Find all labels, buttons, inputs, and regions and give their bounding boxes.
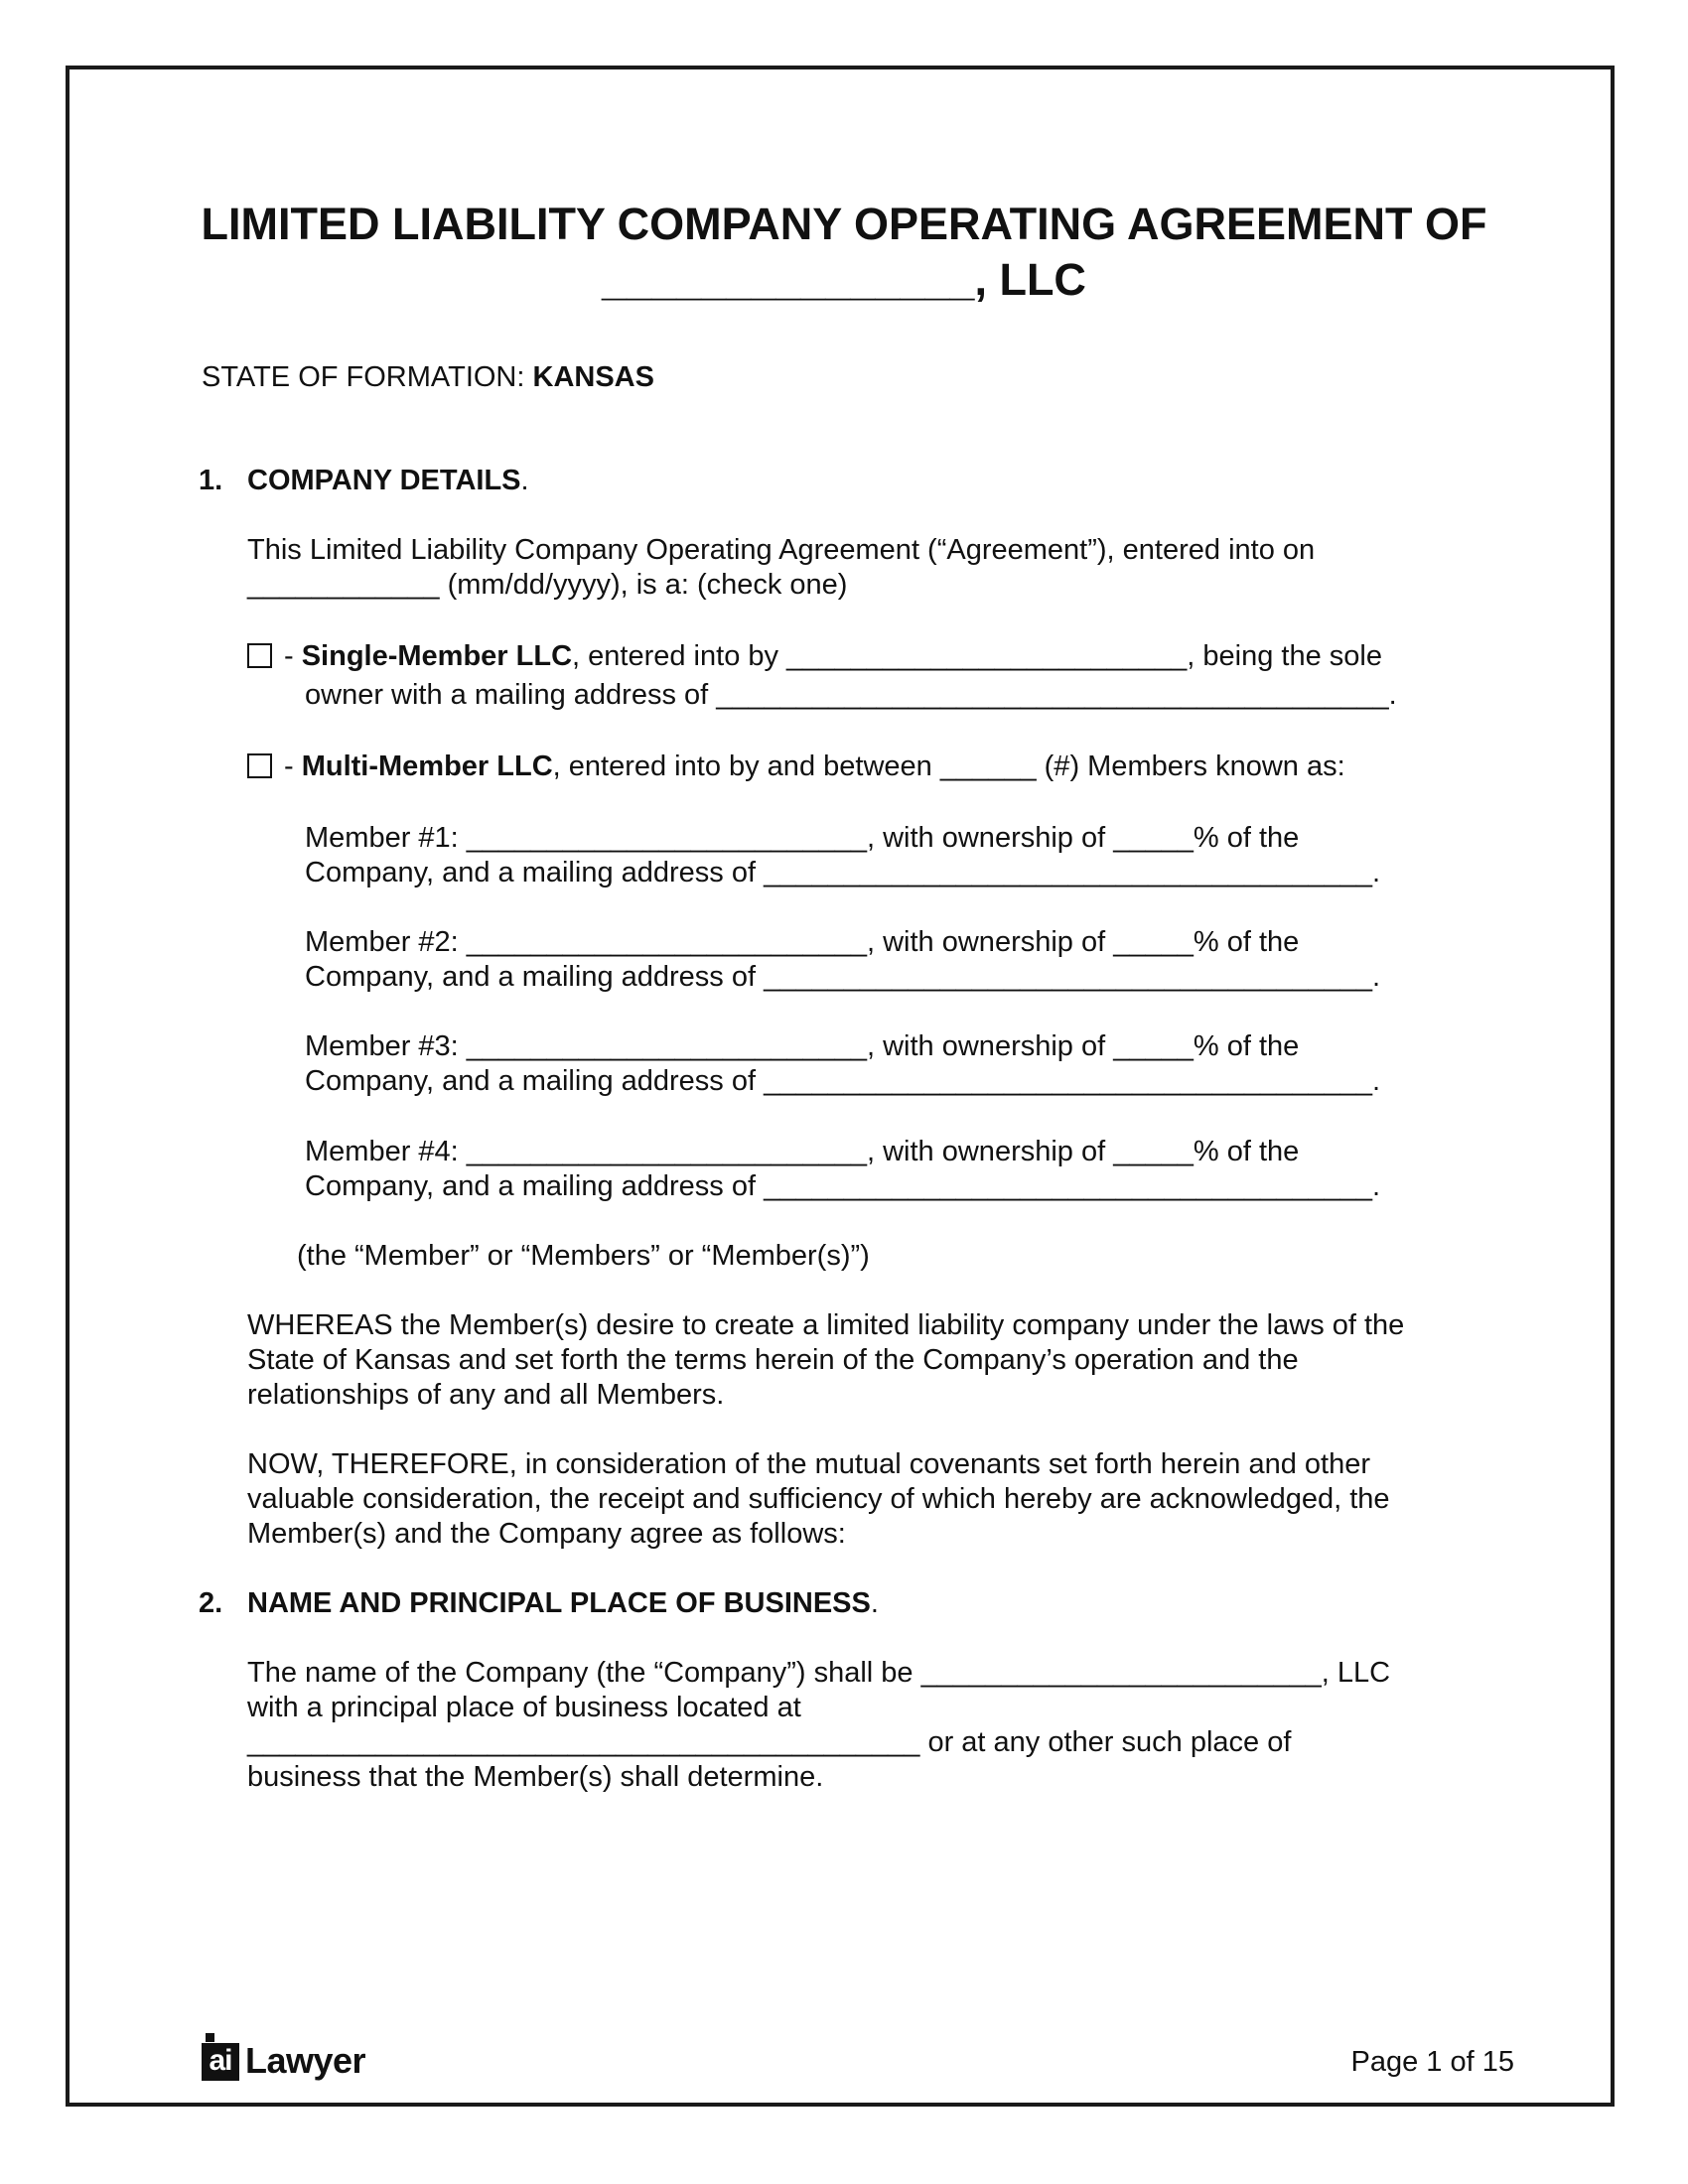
section1-heading-text: COMPANY DETAILS xyxy=(247,465,521,496)
section2-number: 2. xyxy=(199,1587,223,1619)
single-member-line1-rest: , entered into by _________________________, being the sole xyxy=(572,640,1382,672)
document-title-line2: _______________, LLC xyxy=(602,254,1086,305)
member-4-line1: Member #4: _________________________, with ownership of _____% of the xyxy=(305,1136,1300,1167)
multi-member-checkbox[interactable] xyxy=(247,753,272,778)
section1-intro-line1: This Limited Liability Company Operating Agreement (“Agreement”), entered into on xyxy=(247,534,1316,566)
multi-member-dash: - xyxy=(284,751,302,782)
section2-heading-text: NAME AND PRINCIPAL PLACE OF BUSINESS xyxy=(247,1587,871,1619)
single-member-checkbox[interactable] xyxy=(247,643,272,668)
whereas-line3: relationships of any and all Members. xyxy=(247,1379,725,1411)
state-of-formation xyxy=(202,360,654,395)
logo-mark-text: ai xyxy=(202,2043,239,2081)
ailawyer-logo xyxy=(202,2031,365,2081)
logo-mark xyxy=(202,2033,241,2081)
section1-heading-suffix: . xyxy=(520,465,529,496)
section2-heading xyxy=(247,1586,879,1621)
multi-member-line1 xyxy=(284,750,1345,784)
member-3-line2: Company, and a mailing address of ______________________________________. xyxy=(305,1065,1381,1097)
single-member-line2: owner with a mailing address of __________________________________________. xyxy=(305,679,1397,711)
section2-line2: with a principal place of business located at xyxy=(247,1692,801,1723)
section1-number: 1. xyxy=(199,465,223,496)
section2-line4: business that the Member(s) shall determine. xyxy=(247,1761,824,1793)
members-note: (the “Member” or “Members” or “Member(s)”) xyxy=(297,1240,870,1272)
member-3-line1: Member #3: _________________________, with ownership of _____% of the xyxy=(305,1030,1300,1062)
logo-dot xyxy=(206,2033,214,2042)
section2-heading-suffix: . xyxy=(870,1587,879,1619)
single-member-label: Single-Member LLC xyxy=(301,640,573,672)
section2-line1: The name of the Company (the “Company”) shall be _________________________, LLC xyxy=(247,1657,1391,1689)
now-therefore-line3: Member(s) and the Company agree as follows: xyxy=(247,1518,846,1550)
now-therefore-line1: NOW, THEREFORE, in consideration of the mutual covenants set forth herein and other xyxy=(247,1448,1371,1480)
logo-text: Lawyer xyxy=(245,2040,366,2081)
multi-member-label: Multi-Member LLC xyxy=(301,751,553,782)
section1-intro-line2: ____________ (mm/dd/yyyy), is a: (check one) xyxy=(247,569,848,601)
state-label: STATE OF FORMATION: xyxy=(202,361,533,393)
document-title-line1: LIMITED LIABILITY COMPANY OPERATING AGREEMENT OF xyxy=(201,199,1487,249)
section2-line3: __________________________________________ or at any other such place of xyxy=(247,1726,1292,1758)
whereas-line1: WHEREAS the Member(s) desire to create a limited liability company under the laws of the xyxy=(247,1309,1405,1341)
section1-heading xyxy=(247,464,529,498)
single-member-dash: - xyxy=(284,640,302,672)
page-number: Page 1 of 15 xyxy=(1350,2046,1514,2078)
member-1-line2: Company, and a mailing address of ______________________________________. xyxy=(305,857,1381,888)
member-2-line2: Company, and a mailing address of ______________________________________. xyxy=(305,961,1381,993)
multi-member-line1-rest: , entered into by and between ______ (#) Members known as: xyxy=(552,751,1345,782)
whereas-line2: State of Kansas and set forth the terms herein of the Company’s operation and the xyxy=(247,1344,1299,1376)
state-value: KANSAS xyxy=(532,361,654,393)
now-therefore-line2: valuable consideration, the receipt and sufficiency of which hereby are acknowledged, the xyxy=(247,1483,1390,1515)
member-4-line2: Company, and a mailing address of ______________________________________. xyxy=(305,1170,1381,1202)
member-2-line1: Member #2: _________________________, with ownership of _____% of the xyxy=(305,926,1300,958)
single-member-line1 xyxy=(284,639,1382,674)
member-1-line1: Member #1: _________________________, with ownership of _____% of the xyxy=(305,822,1300,854)
